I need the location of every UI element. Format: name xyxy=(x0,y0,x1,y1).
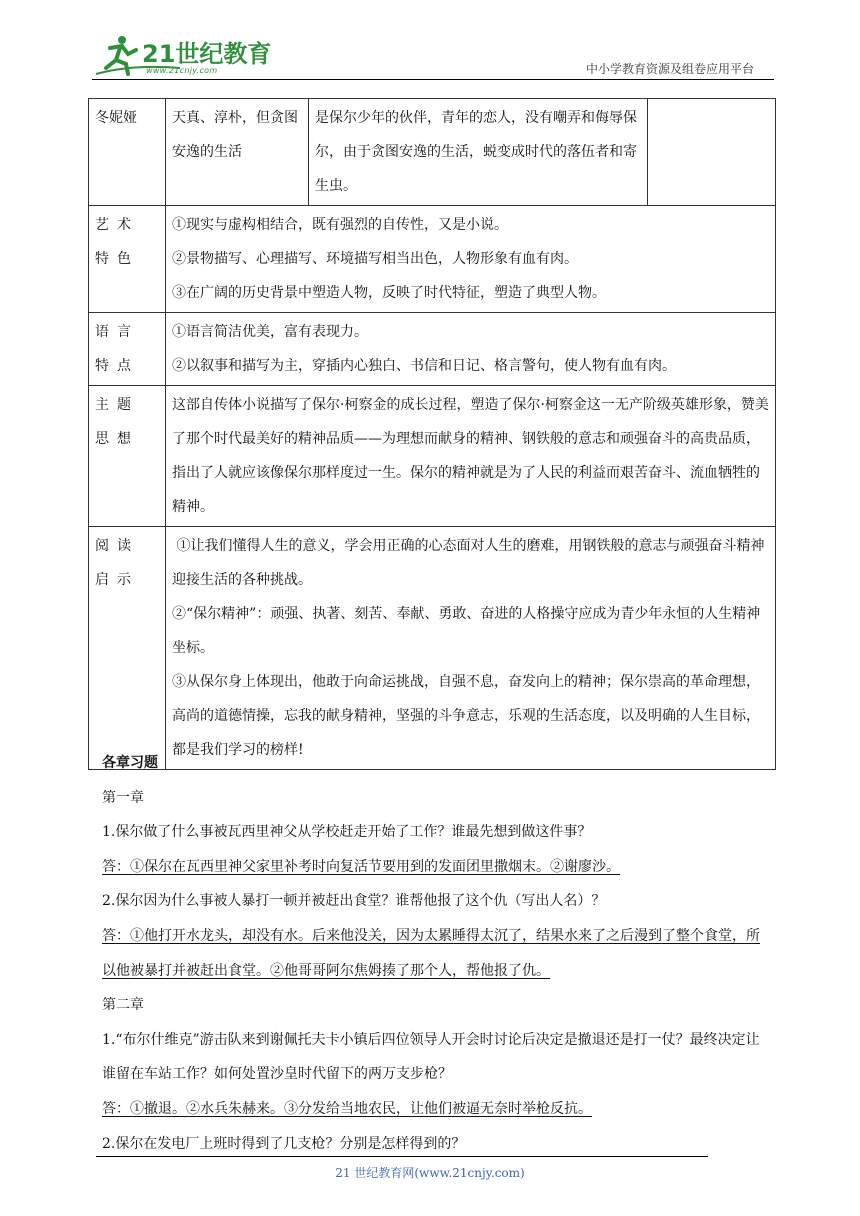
art-line: ③在广阔的历史背景中塑造人物，反映了时代特征，塑造了典型人物。 xyxy=(172,285,606,301)
site-logo xyxy=(92,34,272,80)
page-footer: 21 世纪教育网(www.21cnjy.com) xyxy=(335,1166,525,1180)
reading-line: ②“保尔精神”：顽强、执著、刻苦、奉献、勇敢、奋进的人格操守应成为青少年永恒的人生精神坐标。 xyxy=(172,606,761,656)
row-label-reading: 阅读启示 xyxy=(89,527,166,770)
art-line: ①现实与虚构相结合，既有强烈的自传性，又是小说。 xyxy=(172,217,508,233)
row-label-language: 语言特点 xyxy=(89,313,166,386)
book-summary-table xyxy=(88,98,776,770)
reading-line: ①让我们懂得人生的意义，学会用正确的心态面对人生的磨难，用钢铁般的意志与顽强奋斗精神迎接生活的各种挑战。 xyxy=(172,538,765,588)
logo-text: 21世纪教育 xyxy=(142,40,272,68)
chapter-title: 第二章 xyxy=(102,997,144,1014)
character-description: 是保尔少年的伙伴，青年的恋人，没有嘲弄和侮辱保尔，由于贪图安逸的生活，蜕变成时代的落伍者和寄生虫。 xyxy=(309,99,648,206)
character-trait: 天真、淳朴，但贪图安逸的生活 xyxy=(166,99,309,206)
art-content xyxy=(166,206,776,313)
table-row-reading xyxy=(89,527,776,770)
platform-name: 中小学教育资源及组卷应用平台 xyxy=(585,62,754,76)
character-name: 冬妮娅 xyxy=(89,99,166,206)
reading-content xyxy=(166,527,776,770)
question: 1.“布尔什维克”游击队来到谢佩托夫卡小镇后四位领导人开会时讨论后决定是撤退还是打一仗？最终决定让谁留在车站工作？如何处置沙皇时代留下的两万支步枪？ xyxy=(102,1031,760,1083)
row-label-art: 艺术特色 xyxy=(89,206,166,313)
question: 2.保尔在发电厂上班时得到了几支枪？分别是怎样得到的？ xyxy=(102,1135,466,1152)
page-header xyxy=(0,0,860,90)
character-extra xyxy=(648,99,776,206)
footer-divider xyxy=(96,1156,708,1157)
answer: 答：①保尔在瓦西里神父家里补考时向复活节要用到的发面团里撒烟末。②谢廖沙。 xyxy=(102,858,620,875)
table-row-dongniya xyxy=(89,99,776,206)
table-row-theme xyxy=(89,386,776,527)
theme-content: 这部自传体小说描写了保尔·柯察金的成长过程，塑造了保尔·柯察金这一无产阶级英雄形象，赞美了那个时代最美好的精神品质——为理想而献身的精神、钢铁般的意志和顽强奋斗的高贵品质，指出了人就应该像保尔那样度过一生。保尔的精神就是为了人民的利益而艰苦奋斗、流血牺牲的精神。 xyxy=(166,386,776,527)
logo-url: www.21cnjy.com xyxy=(146,66,218,75)
question: 2.保尔因为什么事被人暴打一顿并被赶出食堂？谁帮他报了这个仇（写出人名）？ xyxy=(102,893,606,910)
reading-line: ③从保尔身上体现出，他敢于向命运挑战，自强不息，奋发向上的精神；保尔崇高的革命理想，高尚的道德情操，忘我的献身精神，坚强的斗争意志，乐观的生活态度，以及明确的人生目标，都是我们学习的榜样! xyxy=(172,674,760,758)
exercises-section xyxy=(102,746,762,1161)
table-row-language xyxy=(89,313,776,386)
row-label-theme: 主题思想 xyxy=(89,386,166,527)
table-row-art xyxy=(89,206,776,313)
art-line: ②景物描写、心理描写、环境描写相当出色，人物形象有血有肉。 xyxy=(172,251,578,267)
exercises-heading: 各章习题 xyxy=(102,755,158,771)
header-divider xyxy=(92,79,774,80)
chapter-title: 第一章 xyxy=(102,789,144,806)
answer: 答：①他打开水龙头，却没有水。后来他没关，因为太累睡得太沉了，结果水来了之后漫到了整个食堂，所以他被暴打并被赶出食堂。②他哥哥阿尔焦姆揍了那个人，帮他报了仇。 xyxy=(102,927,760,979)
language-line: ②以叙事和描写为主，穿插内心独白、书信和日记、格言警句，使人物有血有肉。 xyxy=(172,358,676,374)
question: 1.保尔做了什么事被瓦西里神父从学校赶走开始了工作？谁最先想到做这件事？ xyxy=(102,824,592,841)
answer: 答：①撤退。②水兵朱赫来。③分发给当地农民，让他们被逼无奈时举枪反抗。 xyxy=(102,1100,592,1117)
language-content xyxy=(166,313,776,386)
language-line: ①语言简洁优美，富有表现力。 xyxy=(172,324,368,340)
